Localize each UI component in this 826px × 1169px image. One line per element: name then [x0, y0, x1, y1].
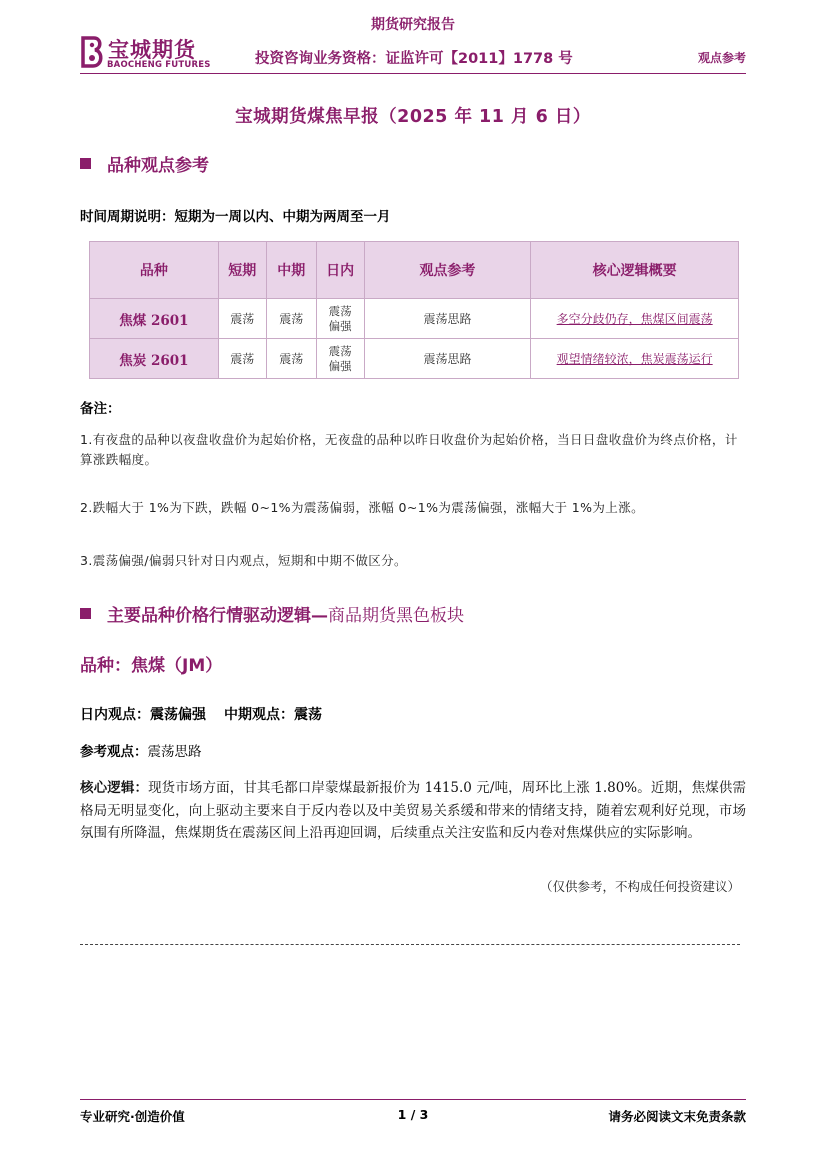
mid-term-view: 中期观点：震荡: [224, 707, 322, 723]
remark-item: 1.有夜盘的品种以夜盘收盘价为起始价格，无夜盘的品种以昨日收盘价为起始价格，当日日盘收盘价为终点价格，计算涨跌幅度。: [80, 432, 738, 467]
view-cell: 震荡思路: [364, 339, 531, 379]
variety-cell: 焦炭 2601: [90, 339, 219, 379]
col-header-variety: 品种: [90, 242, 219, 299]
col-header-view: 观点参考: [364, 242, 531, 299]
reference-view: [80, 740, 202, 760]
variety-cell: 焦煤 2601: [90, 299, 219, 339]
period-note: 时间周期说明：短期为一周以内、中期为两周至一月: [80, 209, 391, 225]
view-line: [80, 704, 322, 724]
company-logo: [80, 32, 210, 72]
logo-text-cn: 宝城期货: [108, 37, 196, 62]
footer-divider: [80, 1099, 746, 1100]
square-bullet-icon: [80, 158, 91, 169]
qualification-text: 投资咨询业务资格：证监许可【2011】1778 号: [255, 51, 573, 67]
col-header-intraday: 日内: [316, 242, 364, 299]
col-header-logic: 核心逻辑概要: [531, 242, 739, 299]
square-bullet-icon: [80, 608, 91, 619]
logic-link[interactable]: 观望情绪较浓，焦炭震荡运行: [531, 339, 739, 379]
mid-term-cell: 震荡: [266, 339, 316, 379]
mid-term-cell: 震荡: [266, 299, 316, 339]
short-term-cell: 震荡: [218, 299, 266, 339]
dashed-divider: [80, 944, 740, 945]
reference-value: 震荡思路: [147, 744, 202, 760]
report-title: 宝城期货煤焦早报（2025 年 11 月 6 日）: [235, 107, 591, 127]
intraday-cell: 震荡 偏强: [316, 339, 364, 379]
table-row: [90, 299, 739, 339]
table-header-row: [90, 242, 739, 299]
table-row: [90, 339, 739, 379]
col-header-short: 短期: [218, 242, 266, 299]
header-right-label: 观点参考: [697, 51, 746, 65]
section-heading-drivers: 主要品种价格行情驱动逻辑—商品期货黑色板块: [80, 601, 464, 626]
core-logic-text: 现货市场方面，甘其毛都口岸蒙煤最新报价为 1415.0 元/吨，周环比上涨 1.80%。近期，焦煤供需格局无明显变化，向上驱动主要来自于反内卷以及中美贸易关系缓和带来的情绪支持，随着宏观利好兑现，市场氛围有所降温，焦煤期货在震荡区间上沿再迎回调，后续重点关注安监和反内卷对焦煤供应的实际影响。: [80, 780, 747, 841]
intraday-cell: 震荡 偏强: [316, 299, 364, 339]
views-table: [89, 241, 739, 379]
logo-text-en: BAOCHENG FUTURES: [107, 60, 211, 70]
short-term-cell: 震荡: [218, 339, 266, 379]
page-number: 1 / 3: [397, 1107, 429, 1122]
section-heading-views: 品种观点参考: [80, 151, 209, 176]
variety-heading: 品种：焦煤（JM）: [80, 656, 223, 676]
remark-item: 3.震荡偏强/偏弱只针对日内观点，短期和中期不做区分。: [80, 553, 407, 568]
col-header-mid: 中期: [266, 242, 316, 299]
reference-label: 参考观点：: [80, 744, 148, 760]
intraday-view: 日内观点：震荡偏强: [80, 707, 206, 723]
remarks-title: 备注：: [80, 401, 121, 417]
footer-disclaimer-link: 请务必阅读文末免责条款: [608, 1109, 746, 1124]
logo-mark-icon: [80, 36, 106, 68]
disclaimer: （仅供参考，不构成任何投资建议）: [539, 879, 740, 894]
logic-link[interactable]: 多空分歧仍存，焦煤区间震荡: [531, 299, 739, 339]
remark-item: 2.跌幅大于 1%为下跌，跌幅 0~1%为震荡偏弱，涨幅 0~1%为震荡偏强，涨幅大于 1%为上涨。: [80, 500, 644, 515]
core-logic-label: 核心逻辑：: [80, 780, 149, 796]
view-cell: 震荡思路: [364, 299, 531, 339]
footer-slogan: 专业研究·创造价值: [80, 1109, 185, 1124]
core-logic: [80, 777, 746, 845]
doc-type-label: 期货研究报告: [371, 17, 455, 33]
header-divider: [80, 73, 746, 74]
